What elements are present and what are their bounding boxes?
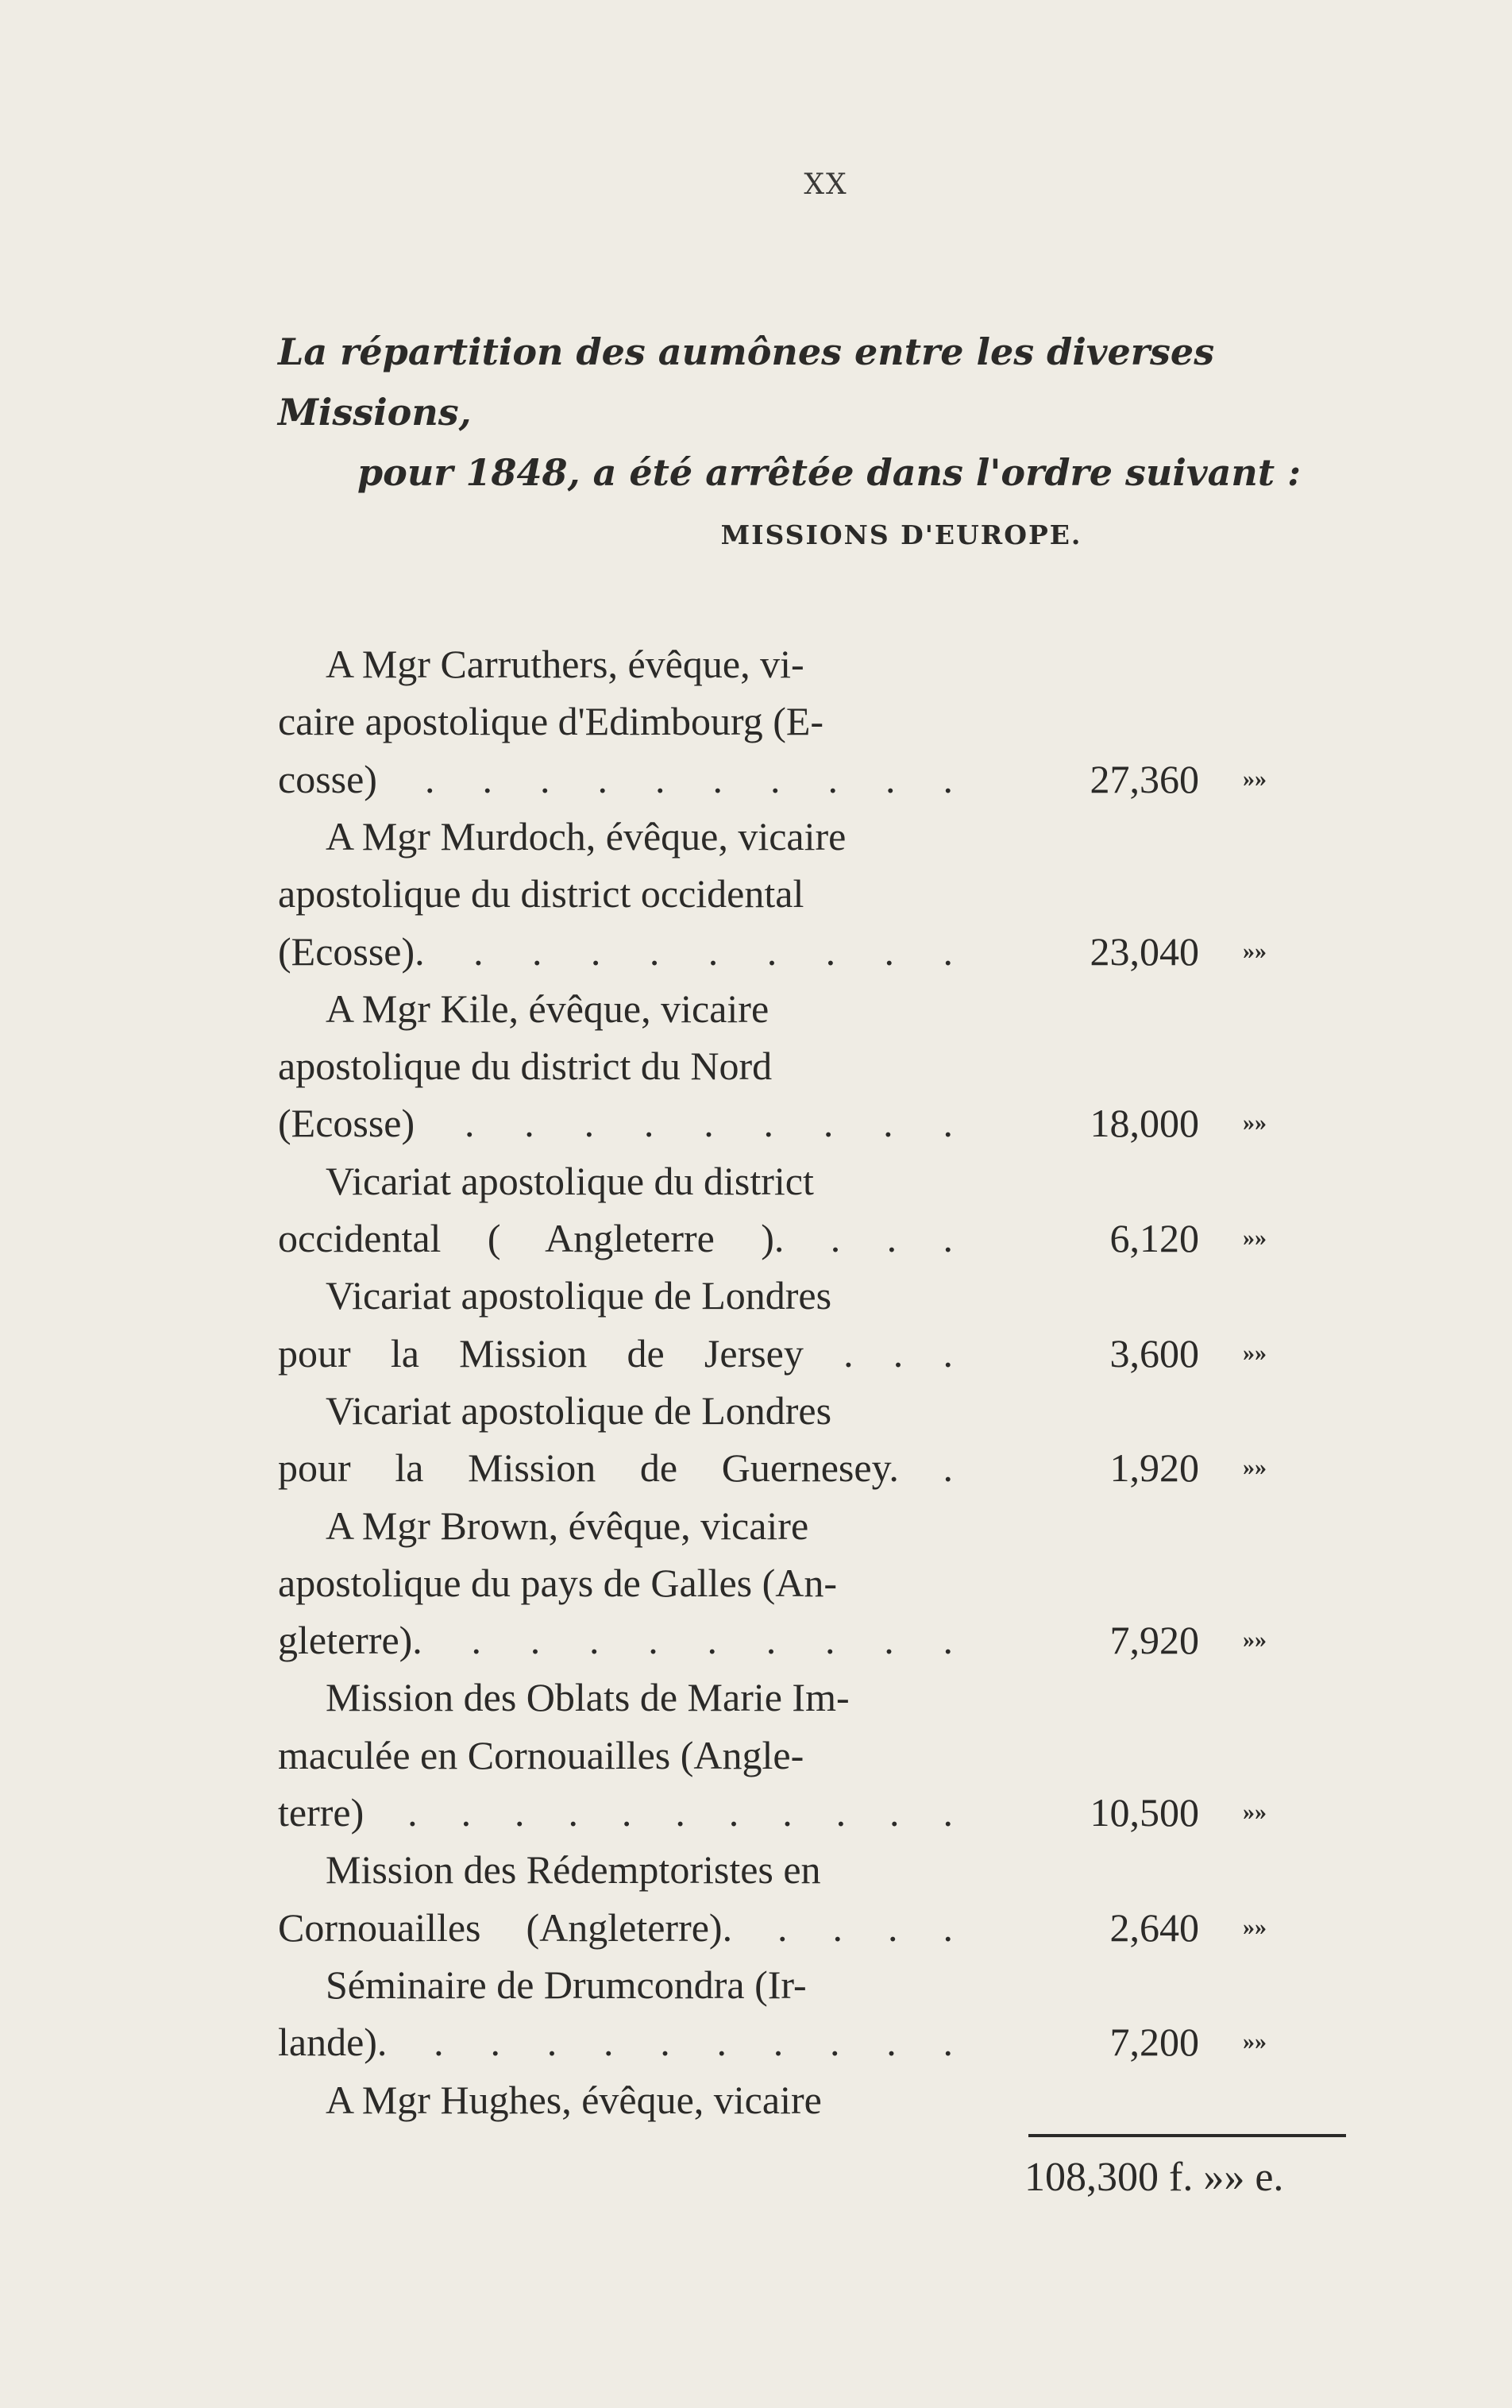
entry-cents: »» — [1243, 1454, 1267, 1481]
entry-cents: »» — [1243, 1109, 1267, 1136]
total-amount: 108,300 f. »» e. — [1024, 2155, 1284, 2200]
page-number: XX — [804, 168, 848, 201]
entry-text-line: gleterre). . . . . . . . . . — [278, 1618, 953, 1663]
entry-text-line: apostolique du district occidental — [278, 871, 804, 917]
entry-text-line: occidental ( Angleterre ). . . . — [278, 1216, 953, 1260]
intro-heading-line-1: La répartition des aumônes entre les diverses Missions, — [278, 330, 1215, 434]
entry-cents: »» — [1243, 1799, 1267, 1825]
entry-text-line: cosse) . . . . . . . . . . — [278, 756, 953, 801]
entry-text-line: Mission des Oblats de Marie Im- — [326, 1675, 850, 1720]
entry-text-line: Vicariat apostolique de Londres — [326, 1387, 832, 1433]
entry-text-line: maculée en Cornouailles (Angle- — [278, 1732, 804, 1777]
entry-text-line: A Mgr Brown, évêque, vicaire — [326, 1503, 809, 1548]
entry-text-line: Séminaire de Drumcondra (Ir- — [326, 1962, 807, 2007]
entry-text-line: Cornouailles (Angleterre). . . . . — [278, 1904, 953, 1950]
entry-amount: 23,040 — [1090, 928, 1199, 974]
entry-cents: »» — [1243, 2028, 1267, 2055]
entry-cents: »» — [1243, 765, 1267, 792]
entry-amount: 7,920 — [1109, 1618, 1199, 1663]
entry-text-line: Vicariat apostolique de Londres — [326, 1273, 832, 1318]
entry-text-line: lande). . . . . . . . . . . — [278, 2020, 953, 2065]
entry-cents: »» — [1243, 1913, 1267, 1940]
entry-amount: 1,920 — [1109, 1445, 1199, 1491]
entry-text-line: A Mgr Kile, évêque, vicaire — [326, 986, 770, 1031]
entry-text-line: (Ecosse). . . . . . . . . . — [278, 928, 953, 974]
total-rule — [1028, 2134, 1346, 2137]
section-title: MISSIONS D'EUROPE. — [720, 519, 1082, 550]
entry-text-line: apostolique du district du Nord — [278, 1044, 773, 1089]
entry-amount: 7,200 — [1109, 2020, 1199, 2065]
entry-amount: 3,600 — [1109, 1330, 1199, 1376]
entry-amount: 27,360 — [1090, 756, 1199, 801]
entry-cents: »» — [1243, 1627, 1267, 1654]
entry-amount: 6,120 — [1109, 1216, 1199, 1260]
entry-cents: »» — [1243, 937, 1267, 964]
entry-text-line: Mission des Rédemptoristes en — [326, 1847, 821, 1893]
entry-cents: »» — [1243, 1225, 1267, 1251]
intro-heading-line-2: pour 1848, a été arrêtée dans l'ordre suivant : — [357, 451, 1302, 494]
entry-text-line: A Mgr Hughes, évêque, vicaire — [326, 2077, 822, 2122]
entry-amount: 2,640 — [1109, 1904, 1199, 1950]
intro-heading — [278, 322, 1374, 503]
entry-amount: 18,000 — [1090, 1101, 1199, 1146]
entry-text-line: (Ecosse) . . . . . . . . . — [278, 1101, 953, 1146]
entry-text-line: A Mgr Carruthers, évêque, vi- — [326, 642, 804, 686]
entry-text-line: A Mgr Murdoch, évêque, vicaire — [326, 813, 847, 859]
entry-text-line: pour la Mission de Guernesey. . — [278, 1445, 953, 1491]
entry-text-line: pour la Mission de Jersey . . . — [278, 1330, 953, 1376]
entry-text-line: apostolique du pays de Galles (An- — [278, 1560, 838, 1605]
entry-cents: »» — [1243, 1339, 1267, 1366]
entry-amount: 10,500 — [1090, 1790, 1199, 1835]
entry-text-line: terre) . . . . . . . . . . . — [278, 1790, 953, 1835]
entry-text-line: Vicariat apostolique du district — [326, 1158, 814, 1203]
entry-text-line: caire apostolique d'Edimbourg (E- — [278, 699, 824, 744]
